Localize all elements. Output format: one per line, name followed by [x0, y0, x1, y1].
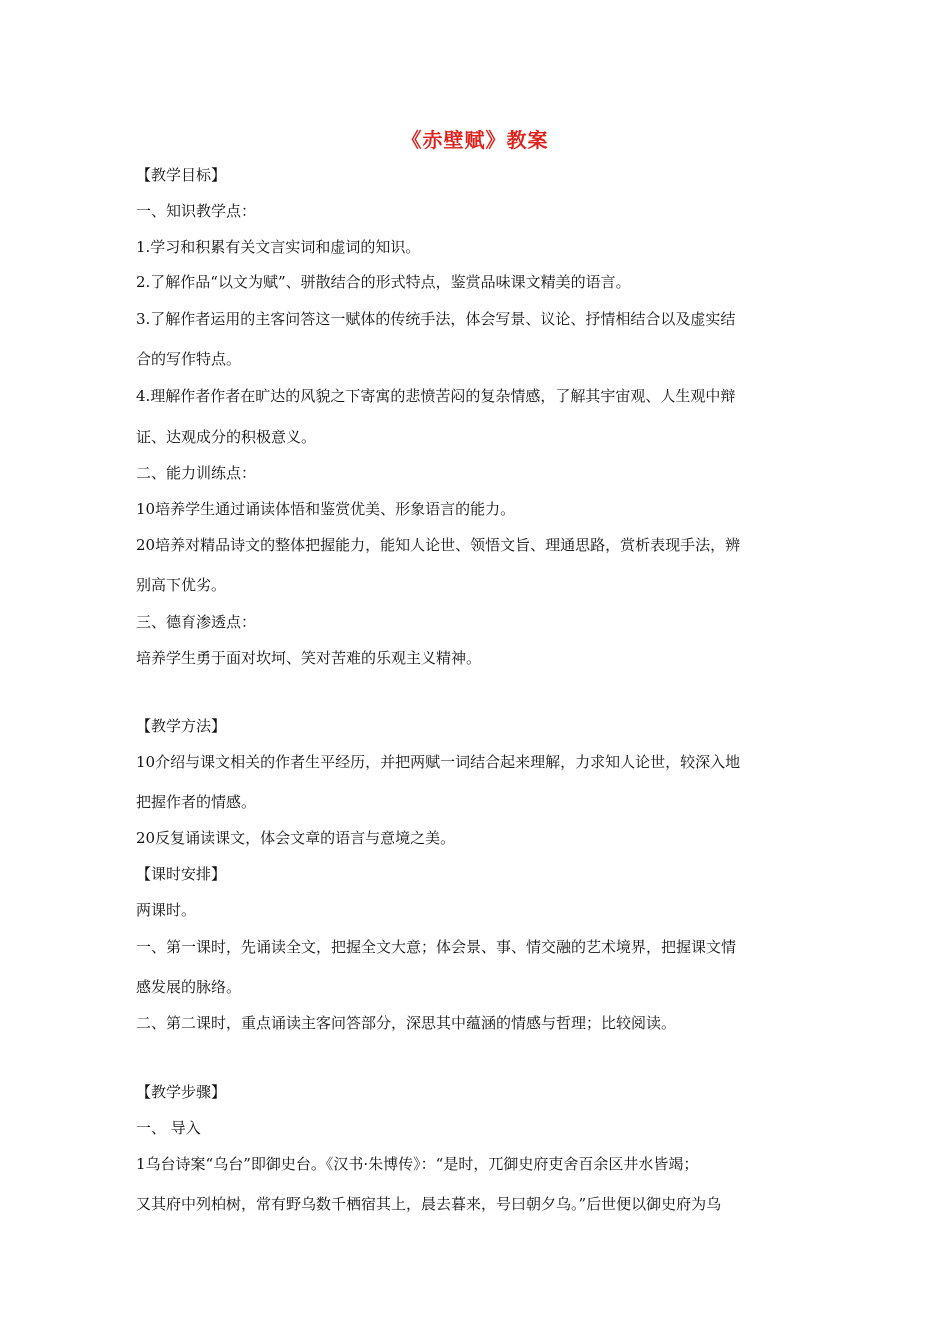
paragraph-line: 两课时。: [136, 901, 197, 919]
section-heading-schedule: 【课时安排】: [136, 865, 227, 883]
paragraph-line: 别高下优劣。: [136, 576, 227, 594]
paragraph-line: 把握作者的情感。: [136, 793, 257, 811]
subheading-intro: 一、 导入: [136, 1119, 201, 1137]
paragraph-line: 2.了解作品“以文为赋”、骈散结合的形式特点，鉴赏品味课文精美的语言。: [136, 273, 631, 291]
section-heading-objectives: 【教学目标】: [136, 166, 227, 184]
subheading-moral: 三、德育渗透点：: [136, 613, 257, 631]
paragraph-line: 20培养对精品诗文的整体把握能力，能知人论世、领悟文旨、理通思路，赏析表现手法，辨: [136, 536, 741, 554]
paragraph-line: 1乌台诗案“乌台”即御史台。《汉书·朱博传》：“是时，兀御史府吏舍百余区井水皆竭；: [136, 1155, 699, 1173]
section-heading-steps: 【教学步骤】: [136, 1083, 227, 1101]
paragraph-line: 二、第二课时，重点诵读主客问答部分，深思其中蕴涵的情感与哲理；比较阅读。: [136, 1014, 677, 1032]
subheading-skills: 二、能力训练点：: [136, 464, 257, 482]
paragraph-line: 一、第一课时，先诵读全文，把握全文大意；体会景、事、情交融的艺术境界，把握课文情: [136, 938, 737, 956]
paragraph-line: 培养学生勇于面对坎坷、笑对苦难的乐观主义精神。: [136, 649, 482, 667]
paragraph-line: 又其府中列柏树，常有野乌数千栖宿其上，晨去暮来，号曰朝夕乌。”后世便以御史府为乌: [136, 1195, 722, 1213]
paragraph-line: 4.理解作者作者在旷达的风貌之下寄寓的悲愤苦闷的复杂情感，了解其宇宙观、人生观中辩: [136, 387, 736, 405]
document-title: 《赤壁赋》教案: [401, 128, 549, 152]
paragraph-line: 20反复诵读课文，体会文章的语言与意境之美。: [136, 829, 456, 847]
paragraph-line: 10介绍与课文相关的作者生平经历，并把两赋一词结合起来理解，力求知人论世，较深入地: [136, 753, 741, 771]
paragraph-line: 1.学习和积累有关文言实词和虚词的知识。: [136, 238, 421, 256]
paragraph-line: 10培养学生通过诵读体悟和鉴赏优美、形象语言的能力。: [136, 500, 516, 518]
paragraph-line: 合的写作特点。: [136, 350, 242, 368]
paragraph-line: 3.了解作者运用的主客问答这一赋体的传统手法，体会写景、议论、抒情相结合以及虚实结: [136, 310, 736, 328]
paragraph-line: 感发展的脉络。: [136, 978, 242, 996]
subheading-knowledge: 一、知识教学点：: [136, 202, 257, 220]
section-heading-methods: 【教学方法】: [136, 717, 227, 735]
paragraph-line: 证、达观成分的积极意义。: [136, 428, 317, 446]
